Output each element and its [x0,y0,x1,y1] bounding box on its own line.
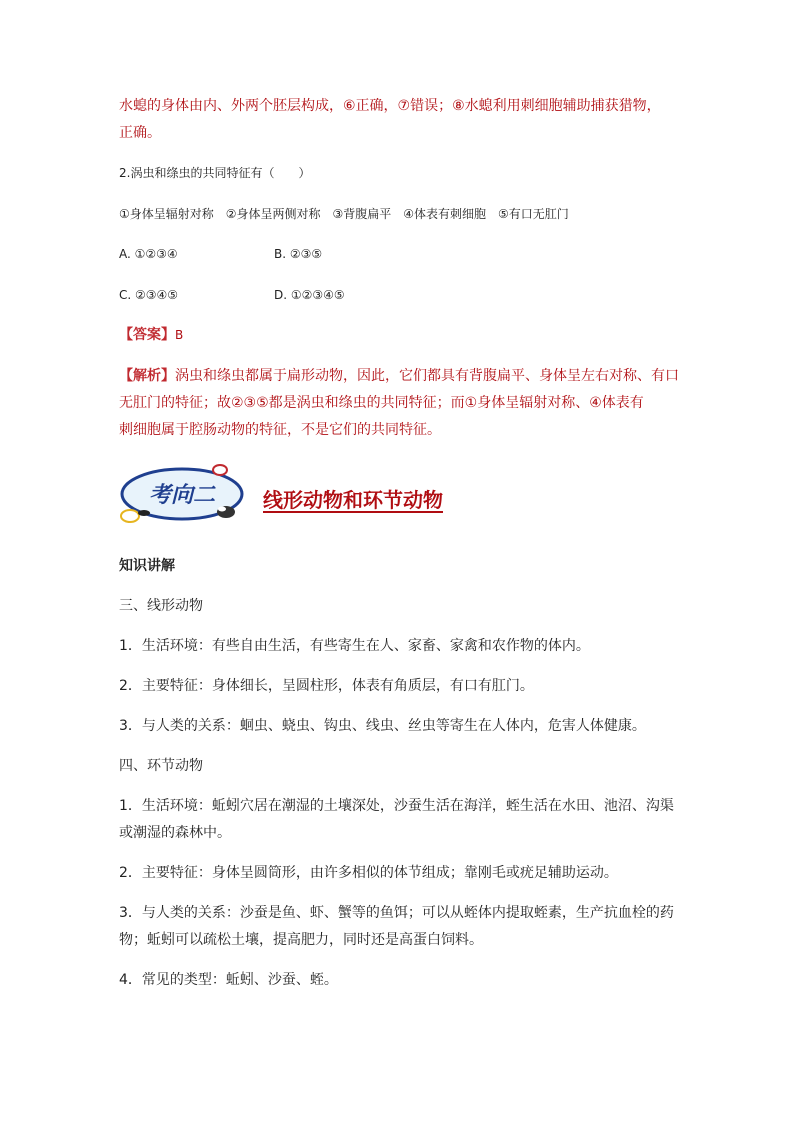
question-statements: ①身体呈辐射对称 ②身体呈两侧对称 ③背腹扁平 ④体表有刺细胞 ⑤有口无肛门 [119,207,569,221]
prev-answer-line-2: 正确。 [119,125,161,141]
analysis-label: 【解析】 [119,368,175,384]
part4-title: 四、环节动物 [119,758,203,774]
analysis-text-1: 涡虫和绦虫都属于扁形动物，因此，它们都具有背腹扁平、身体呈左右对称、有口 [175,368,679,384]
badge-deco-ring-red [213,465,227,475]
prev-answer-line-1: 水螅的身体由内、外两个胚层构成，⑥正确，⑦错误；⑧水螅利用刺细胞辅助捕获猎物， [119,98,661,114]
part3-title: 三、线形动物 [119,598,203,614]
badge-deco-dot-left [138,510,150,516]
part4-item-3-line-1: 3．与人类的关系：沙蚕是鱼、虾、蟹等的鱼饵；可以从蛭体内提取蛭素，生产抗血栓的药 [119,905,674,921]
option-c: C. ②③④⑤ [119,288,179,302]
answer-label: 【答案】 [119,327,175,343]
option-a: A. ①②③④ [119,247,178,261]
part4-item-1-line-2: 或潮湿的森林中。 [119,825,231,841]
analysis-line-3: 刺细胞属于腔肠动物的特征，不是它们的共同特征。 [119,422,441,438]
part4-item-2: 2．主要特征：身体呈圆筒形，由许多相似的体节组成；靠刚毛或疣足辅助运动。 [119,865,618,881]
analysis-line-2: 无肛门的特征；故②③⑤都是涡虫和绦虫的共同特征；而①身体呈辐射对称、④体表有 [119,395,644,411]
badge-text: 考向二 [148,482,216,508]
answer-value: B [175,328,184,342]
section-badge [116,460,256,528]
badge-deco-dot-highlight [218,507,226,512]
part3-item-1: 1．生活环境：有些自由生活，有些寄生在人、家畜、家禽和农作物的体内。 [119,638,590,654]
section-title: 线形动物和环节动物 [263,488,443,512]
part4-item-1-line-1: 1．生活环境：蚯蚓穴居在潮湿的土壤深处，沙蚕生活在海洋，蛭生活在水田、池沼、沟渠 [119,798,674,814]
part3-item-2: 2．主要特征：身体细长，呈圆柱形，体表有角质层，有口有肛门。 [119,678,534,694]
answer-row [119,325,183,345]
option-b: B. ②③⑤ [274,247,323,261]
part4-item-3-line-2: 物；蚯蚓可以疏松土壤，提高肥力，同时还是高蛋白饲料。 [119,932,483,948]
part3-item-3: 3．与人类的关系：蛔虫、蛲虫、钩虫、线虫、丝虫等寄生在人体内，危害人体健康。 [119,718,646,734]
knowledge-heading: 知识讲解 [119,558,175,574]
question-stem: 2.涡虫和绦虫的共同特征有（ ） [119,166,311,180]
analysis-line-1 [119,366,679,386]
option-d: D. ①②③④⑤ [274,288,345,302]
part4-item-4: 4．常见的类型：蚯蚓、沙蚕、蛭。 [119,972,338,988]
badge-deco-ring-yellow [121,510,139,522]
